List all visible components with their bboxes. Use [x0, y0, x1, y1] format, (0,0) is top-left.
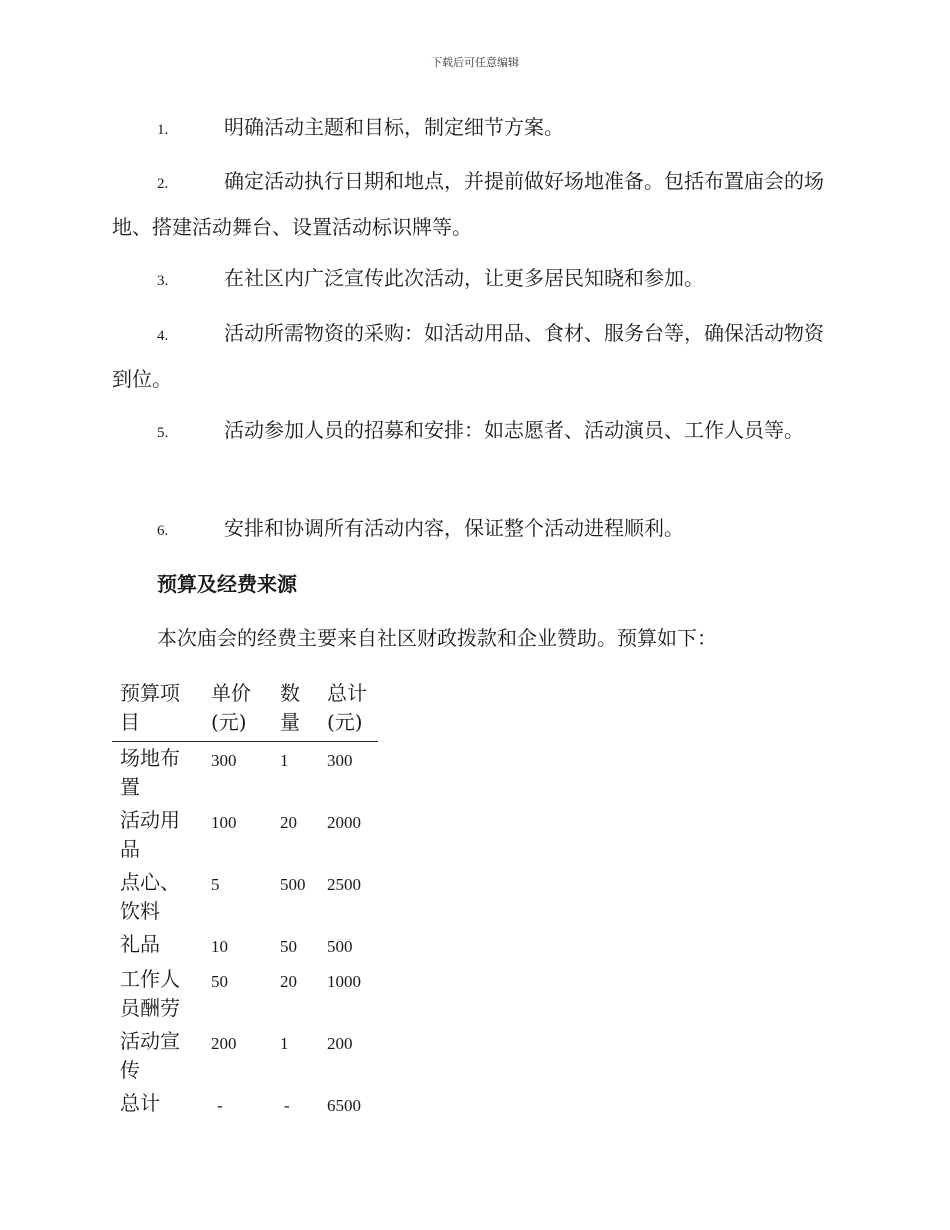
cell-item: 活动宣传 — [120, 1029, 180, 1082]
section-heading: 预算及经费来源 — [157, 572, 297, 596]
cell-quantity: 50 — [280, 937, 297, 956]
header-total: 总计(元) — [327, 681, 367, 734]
cell-quantity: - — [284, 1096, 290, 1115]
list-number: 1. — [157, 122, 169, 138]
list-number: 3. — [157, 273, 169, 289]
list-text: 活动参加人员的招募和安排：如志愿者、活动演员、工作人员等。 — [224, 418, 804, 442]
table-row — [112, 742, 378, 805]
cell-unit-price: - — [217, 1096, 223, 1115]
cell-total: 1000 — [327, 972, 361, 991]
header-note: 下载后可任意编辑 — [431, 56, 519, 69]
cell-item: 礼品 — [120, 932, 160, 956]
cell-total: 2500 — [327, 875, 361, 894]
cell-unit-price: 100 — [211, 813, 237, 832]
cell-quantity: 1 — [280, 751, 289, 770]
list-item — [112, 257, 838, 303]
cell-unit-price: 5 — [211, 875, 220, 894]
budget-table — [112, 677, 378, 1122]
cell-item: 工作人员酬劳 — [120, 967, 180, 1020]
list-item — [112, 160, 838, 249]
list-number: 6. — [157, 523, 169, 539]
cell-quantity: 20 — [280, 813, 297, 832]
cell-unit-price: 50 — [211, 972, 228, 991]
list-text: 活动所需物资的采购：如活动用品、食材、服务台等，确保活动物资到位。 — [112, 321, 824, 391]
list-number: 4. — [157, 328, 169, 344]
list-number: 2. — [157, 176, 169, 192]
list-text: 在社区内广泛宣传此次活动，让更多居民知晓和参加。 — [224, 266, 704, 290]
cell-total: 2000 — [327, 813, 361, 832]
cell-unit-price: 200 — [211, 1034, 237, 1053]
cell-quantity: 20 — [280, 972, 297, 991]
table-row-total — [112, 1087, 378, 1122]
header-item: 预算项目 — [120, 681, 180, 734]
cell-unit-price: 300 — [211, 751, 237, 770]
table-row — [112, 866, 378, 928]
cell-quantity: 1 — [280, 1034, 289, 1053]
cell-total: 200 — [327, 1034, 353, 1053]
table-row — [112, 963, 378, 1025]
cell-total: 300 — [327, 751, 353, 770]
cell-item: 点心、饮料 — [120, 870, 180, 923]
cell-quantity: 500 — [280, 875, 306, 894]
list-item — [112, 312, 838, 401]
intro-paragraph: 本次庙会的经费主要来自社区财政拨款和企业赞助。预算如下： — [157, 626, 717, 650]
list-text: 明确活动主题和目标，制定细节方案。 — [224, 115, 564, 139]
list-text: 确定活动执行日期和地点，并提前做好场地准备。包括布置庙会的场地、搭建活动舞台、设置活动标识牌等。 — [112, 169, 824, 239]
list-item — [112, 106, 838, 152]
table-row — [112, 1025, 378, 1087]
table-row — [112, 928, 378, 963]
cell-total: 500 — [327, 937, 353, 956]
list-text: 安排和协调所有活动内容，保证整个活动进程顺利。 — [224, 516, 684, 540]
table-row — [112, 804, 378, 866]
list-item — [112, 507, 838, 553]
header-quantity: 数量 — [280, 681, 300, 734]
list-number: 5. — [157, 425, 169, 441]
cell-item: 活动用品 — [120, 808, 180, 861]
cell-item: 场地布置 — [120, 746, 180, 799]
cell-unit-price: 10 — [211, 937, 228, 956]
cell-item: 总计 — [120, 1091, 160, 1115]
header-unit-price: 单价(元) — [211, 681, 251, 734]
table-header-row — [112, 677, 378, 742]
list-item — [112, 409, 838, 455]
cell-total: 6500 — [327, 1096, 361, 1115]
